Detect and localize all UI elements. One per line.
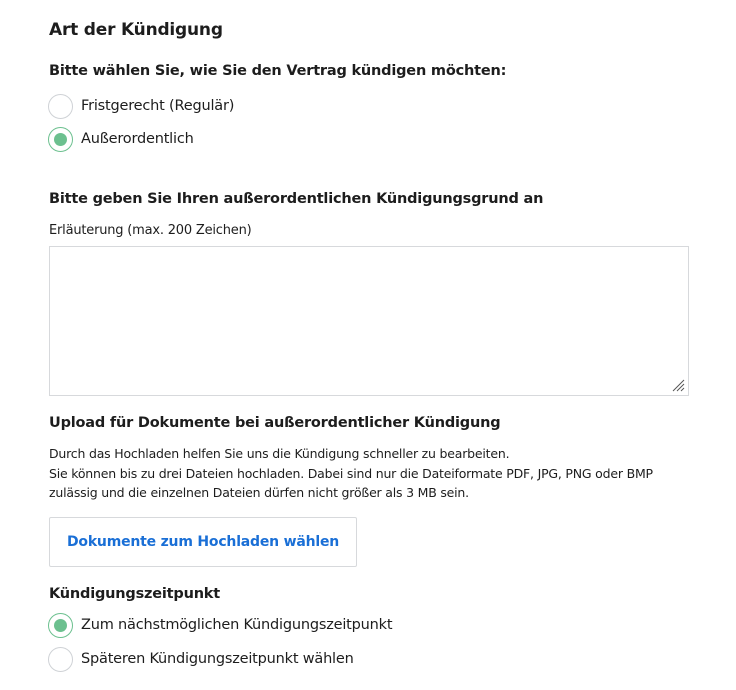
radio-option-later-date[interactable] [48,646,354,672]
radio-button-extraordinary[interactable] [48,127,73,152]
radio-label-regular: Fristgerecht (Regulär) [81,98,235,114]
explanation-textarea[interactable] [49,246,689,396]
explanation-label: Erläuterung (max. 200 Zeichen) [49,223,252,238]
upload-help-line: Durch das Hochladen helfen Sie uns die Kündigung schneller zu bearbeiten. [49,446,510,461]
radio-button-later-date[interactable] [48,647,73,672]
radio-option-next-possible[interactable] [48,612,392,638]
timing-title: Kündigungszeitpunkt [49,586,220,602]
radio-button-regular[interactable] [48,94,73,119]
section-title: Art der Kündigung [49,20,223,40]
upload-help-line: zulässig und die einzelnen Dateien dürfen nicht größer als 3 MB sein. [49,485,469,500]
radio-label-extraordinary: Außerordentlich [81,131,194,147]
radio-option-extraordinary[interactable] [48,126,194,152]
upload-help-text [49,444,709,503]
radio-option-regular[interactable] [48,93,234,119]
termination-type-question: Bitte wählen Sie, wie Sie den Vertrag kündigen möchten: [49,63,507,79]
upload-help-line: Sie können bis zu drei Dateien hochladen. Dabei sind nur die Dateiformate PDF, JPG, PNG oder BMP [49,465,653,481]
radio-dot [54,619,67,632]
radio-label-next-possible: Zum nächstmöglichen Kündigungszeitpunkt [81,617,393,633]
choose-documents-button[interactable]: Dokumente zum Hochladen wählen [49,517,357,567]
radio-dot [54,133,67,146]
radio-button-next-possible[interactable] [48,613,73,638]
reason-question: Bitte geben Sie Ihren außerordentlichen Kündigungsgrund an [49,191,544,207]
upload-title: Upload für Dokumente bei außerordentlicher Kündigung [49,415,501,431]
radio-label-later-date: Späteren Kündigungszeitpunkt wählen [81,651,354,667]
resize-grip-icon[interactable] [671,378,685,392]
